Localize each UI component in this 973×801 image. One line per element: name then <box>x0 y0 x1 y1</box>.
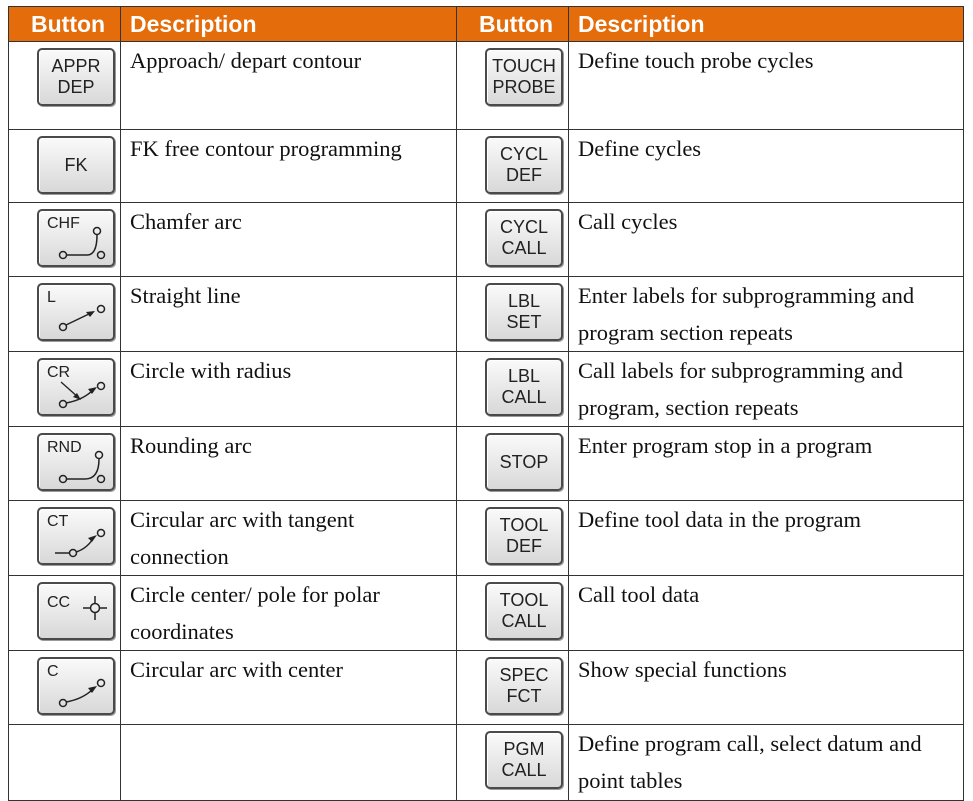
table-row <box>9 501 964 576</box>
description-cell: Define tool data in the program <box>569 501 964 576</box>
ct-key[interactable]: CT <box>37 507 115 565</box>
header-description-left: Description <box>121 7 457 42</box>
description-cell: Call tool data <box>569 576 964 651</box>
tangent-arc-icon <box>39 509 117 567</box>
cr-key[interactable]: CR <box>37 358 115 416</box>
table-row <box>9 203 964 277</box>
stop-key[interactable]: STOP <box>485 433 563 491</box>
description-cell: Define touch probe cycles <box>569 42 964 130</box>
header-description-right: Description <box>569 7 964 42</box>
rounding-arc-icon <box>39 435 117 493</box>
description-cell: Show special functions <box>569 651 964 725</box>
chf-key[interactable]: CHF <box>37 209 115 267</box>
circle-center-icon <box>39 584 117 642</box>
lbl-call-key[interactable]: LBL CALL <box>485 358 563 416</box>
table-row <box>9 725 964 801</box>
description-cell: Circle center/ pole for polar coordinates <box>121 576 457 651</box>
header-row <box>9 7 964 42</box>
tool-def-key[interactable]: TOOL DEF <box>485 507 563 565</box>
pgm-call-key[interactable]: PGM CALL <box>485 731 563 789</box>
empty-cell <box>121 725 457 801</box>
lbl-set-key[interactable]: LBL SET <box>485 283 563 341</box>
description-cell: Straight line <box>121 277 457 352</box>
description-cell: Enter labels for subprogramming and program section repeats <box>569 277 964 352</box>
tool-call-key[interactable]: TOOL CALL <box>485 582 563 640</box>
straight-line-icon <box>39 285 117 343</box>
header-button-left: Button <box>9 7 121 42</box>
cycl-def-key[interactable]: CYCL DEF <box>485 136 563 194</box>
table-row <box>9 277 964 352</box>
chamfer-icon <box>39 211 117 269</box>
description-cell: Chamfer arc <box>121 203 457 277</box>
description-cell: Define program call, select datum and point tables <box>569 725 964 801</box>
empty-cell <box>9 725 121 801</box>
c-key[interactable]: C <box>37 657 115 715</box>
table-row <box>9 427 964 501</box>
description-cell: Call cycles <box>569 203 964 277</box>
table-row <box>9 576 964 651</box>
header-button-right: Button <box>457 7 569 42</box>
spec-fct-key[interactable]: SPEC FCT <box>485 657 563 715</box>
description-cell: Enter program stop in a program <box>569 427 964 501</box>
rnd-key[interactable]: RND <box>37 433 115 491</box>
description-cell: Approach/ depart contour <box>121 42 457 130</box>
description-cell: Circular arc with center <box>121 651 457 725</box>
table-row <box>9 651 964 725</box>
description-cell: Call labels for subprogramming and program, section repeats <box>569 352 964 427</box>
touch-probe-key[interactable]: TOUCH PROBE <box>485 48 563 106</box>
l-key[interactable]: L <box>37 283 115 341</box>
description-cell: FK free contour programming <box>121 130 457 203</box>
description-cell: Define cycles <box>569 130 964 203</box>
table-row <box>9 42 964 130</box>
description-cell: Circular arc with tangent connection <box>121 501 457 576</box>
arc-center-icon <box>39 659 117 717</box>
circle-radius-icon <box>39 360 117 418</box>
button-table <box>8 6 964 801</box>
cycl-call-key[interactable]: CYCL CALL <box>485 209 563 267</box>
cc-key[interactable]: CC <box>37 582 115 640</box>
fk-key[interactable]: FK <box>37 136 115 194</box>
appr-dep-key[interactable]: APPR DEP <box>37 48 115 106</box>
table-row <box>9 130 964 203</box>
description-cell: Rounding arc <box>121 427 457 501</box>
table-row <box>9 352 964 427</box>
description-cell: Circle with radius <box>121 352 457 427</box>
